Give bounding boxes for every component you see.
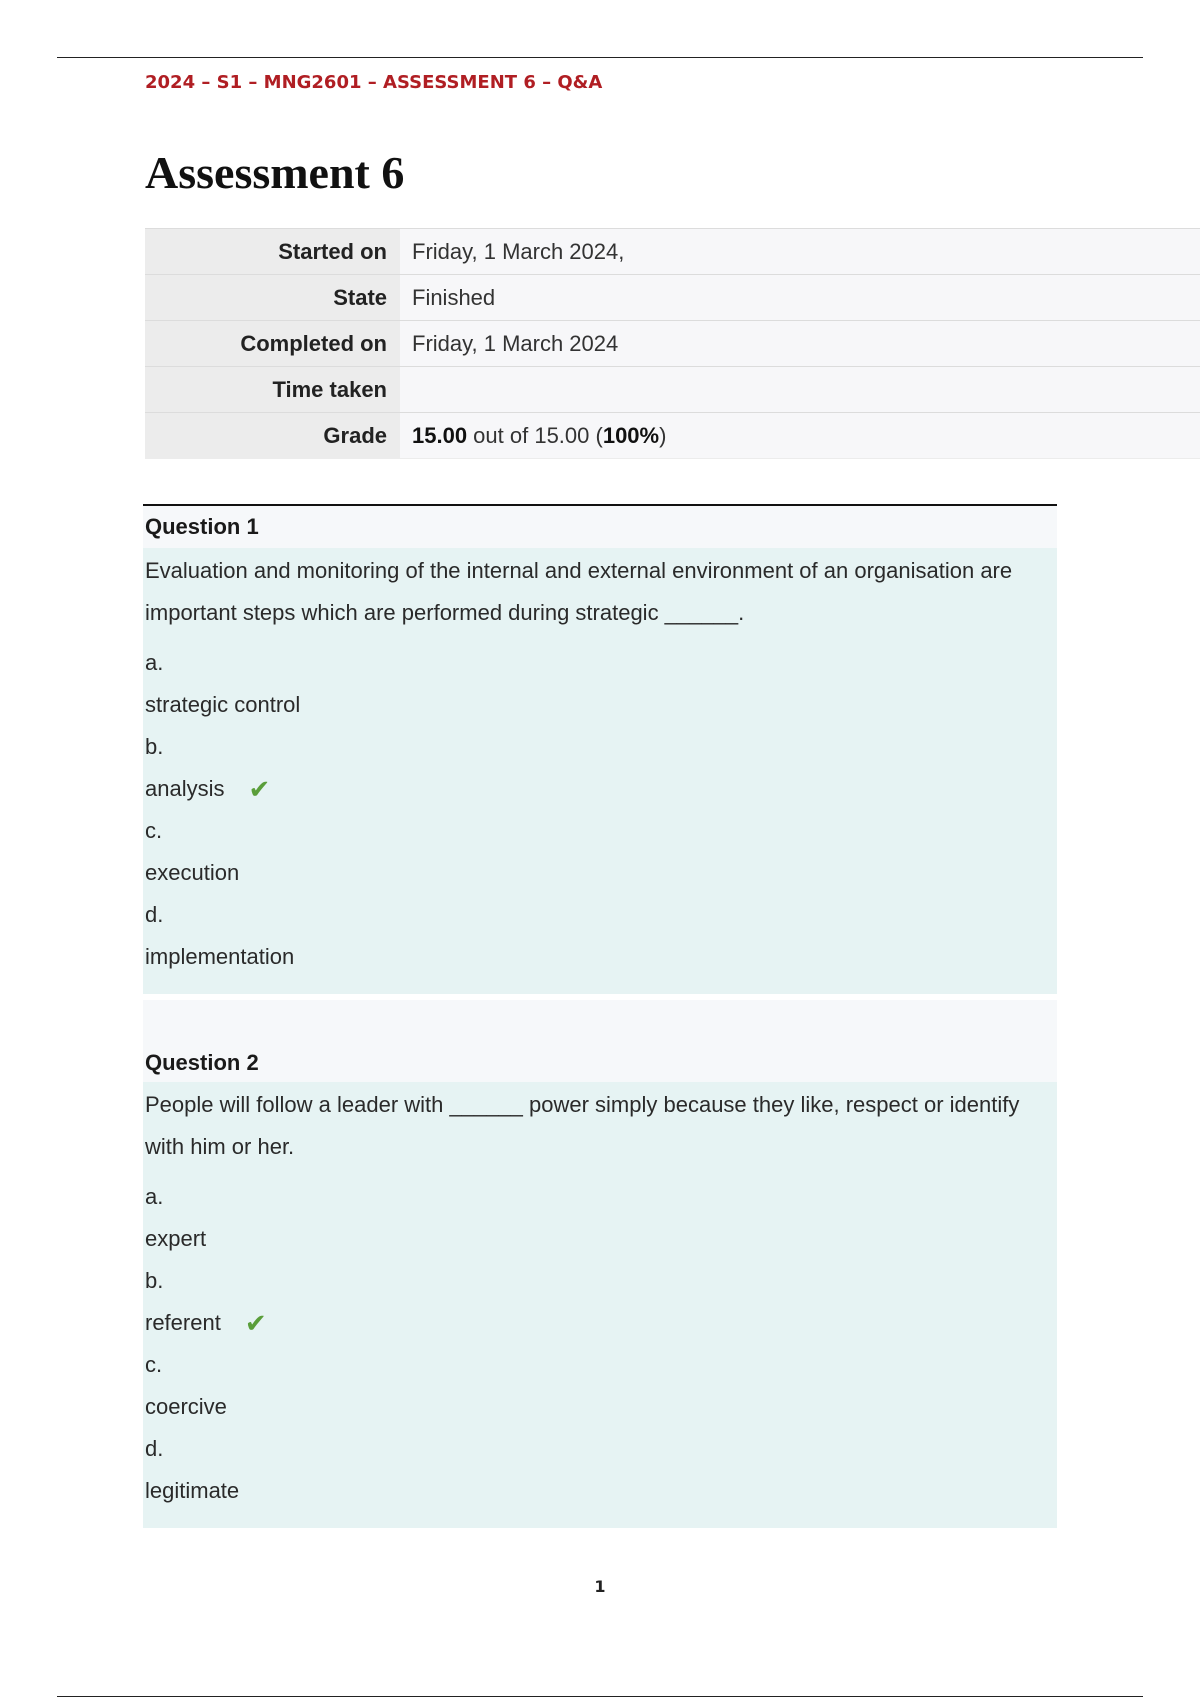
question-1 bbox=[143, 504, 1057, 994]
summary-row-grade bbox=[145, 413, 1200, 459]
option-letter: d. bbox=[145, 902, 164, 927]
option-letter: c. bbox=[145, 818, 163, 843]
option-answer-text: expert bbox=[145, 1226, 207, 1251]
question-body bbox=[143, 1082, 1057, 1528]
grade-percent: 100% bbox=[602, 422, 660, 448]
summary-row-completed bbox=[145, 321, 1200, 367]
summary-value bbox=[400, 367, 1200, 413]
option-letter: b. bbox=[145, 734, 164, 759]
option-answer[interactable] bbox=[145, 1218, 1057, 1260]
option-answer[interactable] bbox=[145, 684, 1057, 726]
summary-value: Friday, 1 March 2024 bbox=[400, 321, 1200, 367]
option-letter: d. bbox=[145, 1436, 164, 1461]
option-answer-text: analysis bbox=[145, 776, 225, 801]
grade-end: ) bbox=[659, 422, 667, 448]
option-letter: a. bbox=[145, 1184, 164, 1209]
option-answer-text: strategic control bbox=[145, 692, 301, 717]
option-answer-text: referent bbox=[145, 1310, 221, 1335]
question-text: Evaluation and monitoring of the internal and external environment of an organisation are important steps which are performed during strategic ______. bbox=[145, 558, 1013, 625]
option-letter: a. bbox=[145, 650, 164, 675]
summary-value: Finished bbox=[400, 275, 1200, 321]
option-answer[interactable] bbox=[145, 852, 1057, 894]
question-text: People will follow a leader with ______ power simply because they like, respect or identify with him or her. bbox=[145, 1092, 1020, 1159]
option-answer-text: coercive bbox=[145, 1394, 227, 1419]
summary-row-state bbox=[145, 275, 1200, 321]
check-icon: ✔ bbox=[244, 1308, 267, 1338]
check-icon: ✔ bbox=[248, 774, 271, 804]
summary-label: Time taken bbox=[145, 367, 400, 413]
option-answer[interactable] bbox=[145, 1470, 1057, 1512]
attempt-summary-table bbox=[145, 228, 1200, 459]
summary-label: Completed on bbox=[145, 321, 400, 367]
grade-value bbox=[400, 413, 1200, 459]
option-answer-text: legitimate bbox=[145, 1478, 240, 1503]
document-header: 2024 – S1 – MNG2601 – ASSESSMENT 6 – Q&A bbox=[145, 72, 603, 93]
question-heading: Question 2 bbox=[143, 1000, 1057, 1082]
option-answer[interactable] bbox=[145, 768, 1057, 810]
summary-label: Grade bbox=[145, 413, 400, 459]
question-heading: Question 1 bbox=[143, 506, 1057, 548]
summary-label: Started on bbox=[145, 229, 400, 275]
option-letter: c. bbox=[145, 1352, 163, 1377]
option-answer[interactable] bbox=[145, 1302, 1057, 1344]
summary-row-time-taken bbox=[145, 367, 1200, 413]
grade-score: 15.00 bbox=[412, 422, 468, 448]
question-2 bbox=[143, 1000, 1057, 1528]
option-answer-text: execution bbox=[145, 860, 240, 885]
question-body bbox=[143, 548, 1057, 994]
grade-mid: out of 15.00 ( bbox=[467, 422, 603, 448]
summary-label: State bbox=[145, 275, 400, 321]
top-rule bbox=[57, 57, 1143, 58]
option-answer-text: implementation bbox=[145, 944, 295, 969]
option-answer[interactable] bbox=[145, 1386, 1057, 1428]
page-title: Assessment 6 bbox=[145, 147, 405, 198]
summary-value: Friday, 1 March 2024, bbox=[400, 229, 1200, 275]
option-answer[interactable] bbox=[145, 936, 1057, 978]
bottom-rule bbox=[57, 1696, 1143, 1697]
summary-row-started bbox=[145, 229, 1200, 275]
option-letter: b. bbox=[145, 1268, 164, 1293]
page-number: 1 bbox=[594, 1577, 606, 1596]
